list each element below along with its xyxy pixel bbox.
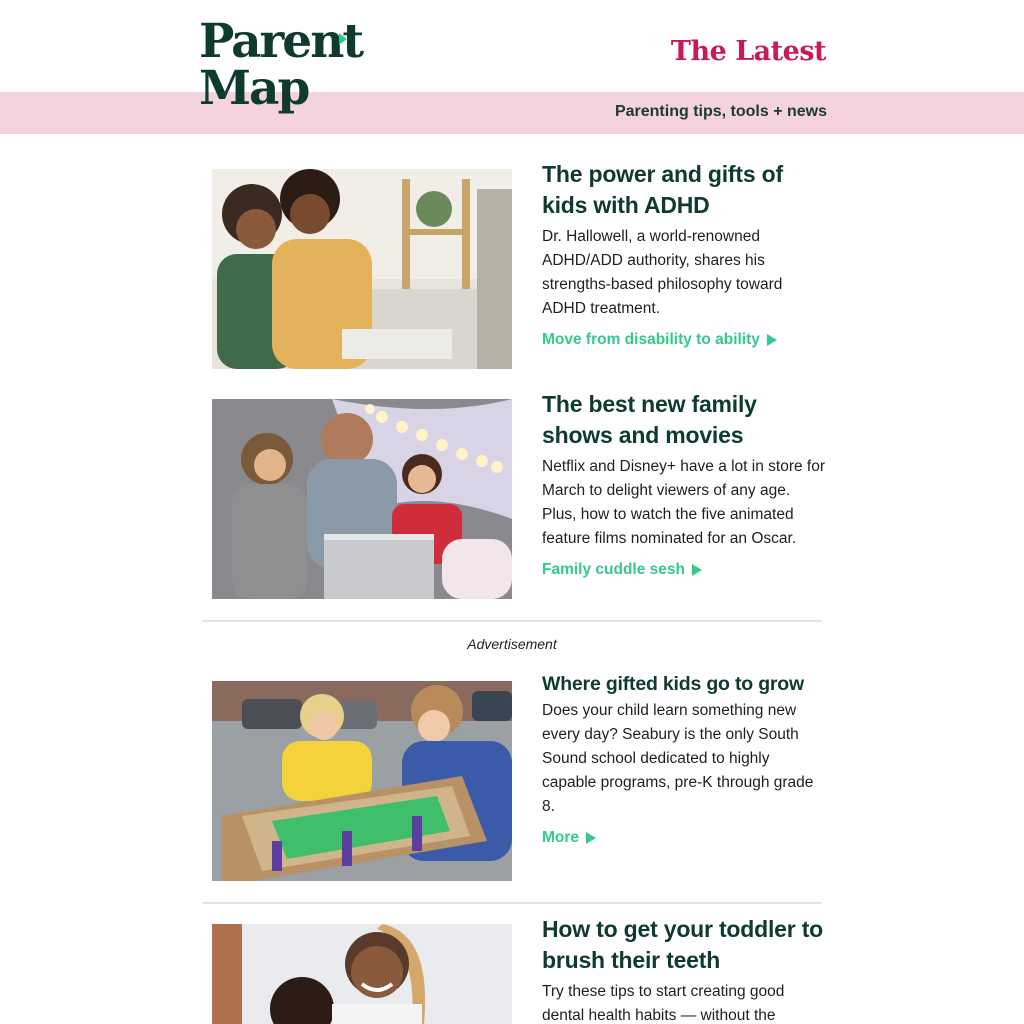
article-image-gifted-kids[interactable] xyxy=(212,681,512,881)
sponsored-card xyxy=(212,673,824,881)
cta-label: Move from disability to ability xyxy=(542,331,760,348)
tagline-banner xyxy=(0,92,1024,134)
article-cta-link[interactable] xyxy=(542,561,702,579)
divider xyxy=(202,902,822,904)
article-card xyxy=(212,916,824,1024)
play-arrow-icon xyxy=(767,334,777,346)
divider xyxy=(202,620,822,622)
logo-text-parent: Parent xyxy=(199,14,363,69)
tagline: Parenting tips, tools + news xyxy=(614,103,827,120)
cta-label: More xyxy=(542,829,580,846)
article-title[interactable]: How to get your toddler to brush their teeth xyxy=(542,916,823,973)
article-description: Does your child learn something new every day? Seabury is the only South Sound school dedicated to highly capable programs, pre-K through grade 8. xyxy=(542,702,814,815)
article-cta-link[interactable] xyxy=(542,829,596,847)
article-description: Try these tips to start creating good dental health habits — without the xyxy=(542,983,785,1024)
article-description: Dr. Hallowell, a world-renowned ADHD/ADD authority, shares his strengths-based philosophy toward ADHD treatment. xyxy=(542,228,783,317)
article-title[interactable]: Where gifted kids go to grow xyxy=(542,673,804,695)
play-arrow-icon xyxy=(692,564,702,576)
parentmap-logo[interactable] xyxy=(199,14,363,122)
article-image-family-shows[interactable] xyxy=(212,399,512,599)
logo-text-map: Map xyxy=(199,61,309,116)
cta-label: Family cuddle sesh xyxy=(542,561,685,578)
article-card xyxy=(212,161,824,369)
article-image-adhd[interactable] xyxy=(212,169,512,369)
article-description: Netflix and Disney+ have a lot in store for March to delight viewers of any age. Plus, how to watch the five animated feature films nominated for an Oscar. xyxy=(542,458,826,547)
play-icon xyxy=(339,33,347,45)
advertisement-label: Advertisement xyxy=(467,636,557,652)
section-title: The Latest xyxy=(670,36,826,67)
article-image-toddler-teeth[interactable] xyxy=(212,924,512,1024)
article-card xyxy=(212,391,826,599)
article-cta-link[interactable] xyxy=(542,331,777,349)
play-arrow-icon xyxy=(586,832,596,844)
article-title[interactable]: The power and gifts of kids with ADHD xyxy=(542,161,783,218)
article-title[interactable]: The best new family shows and movies xyxy=(542,391,757,448)
